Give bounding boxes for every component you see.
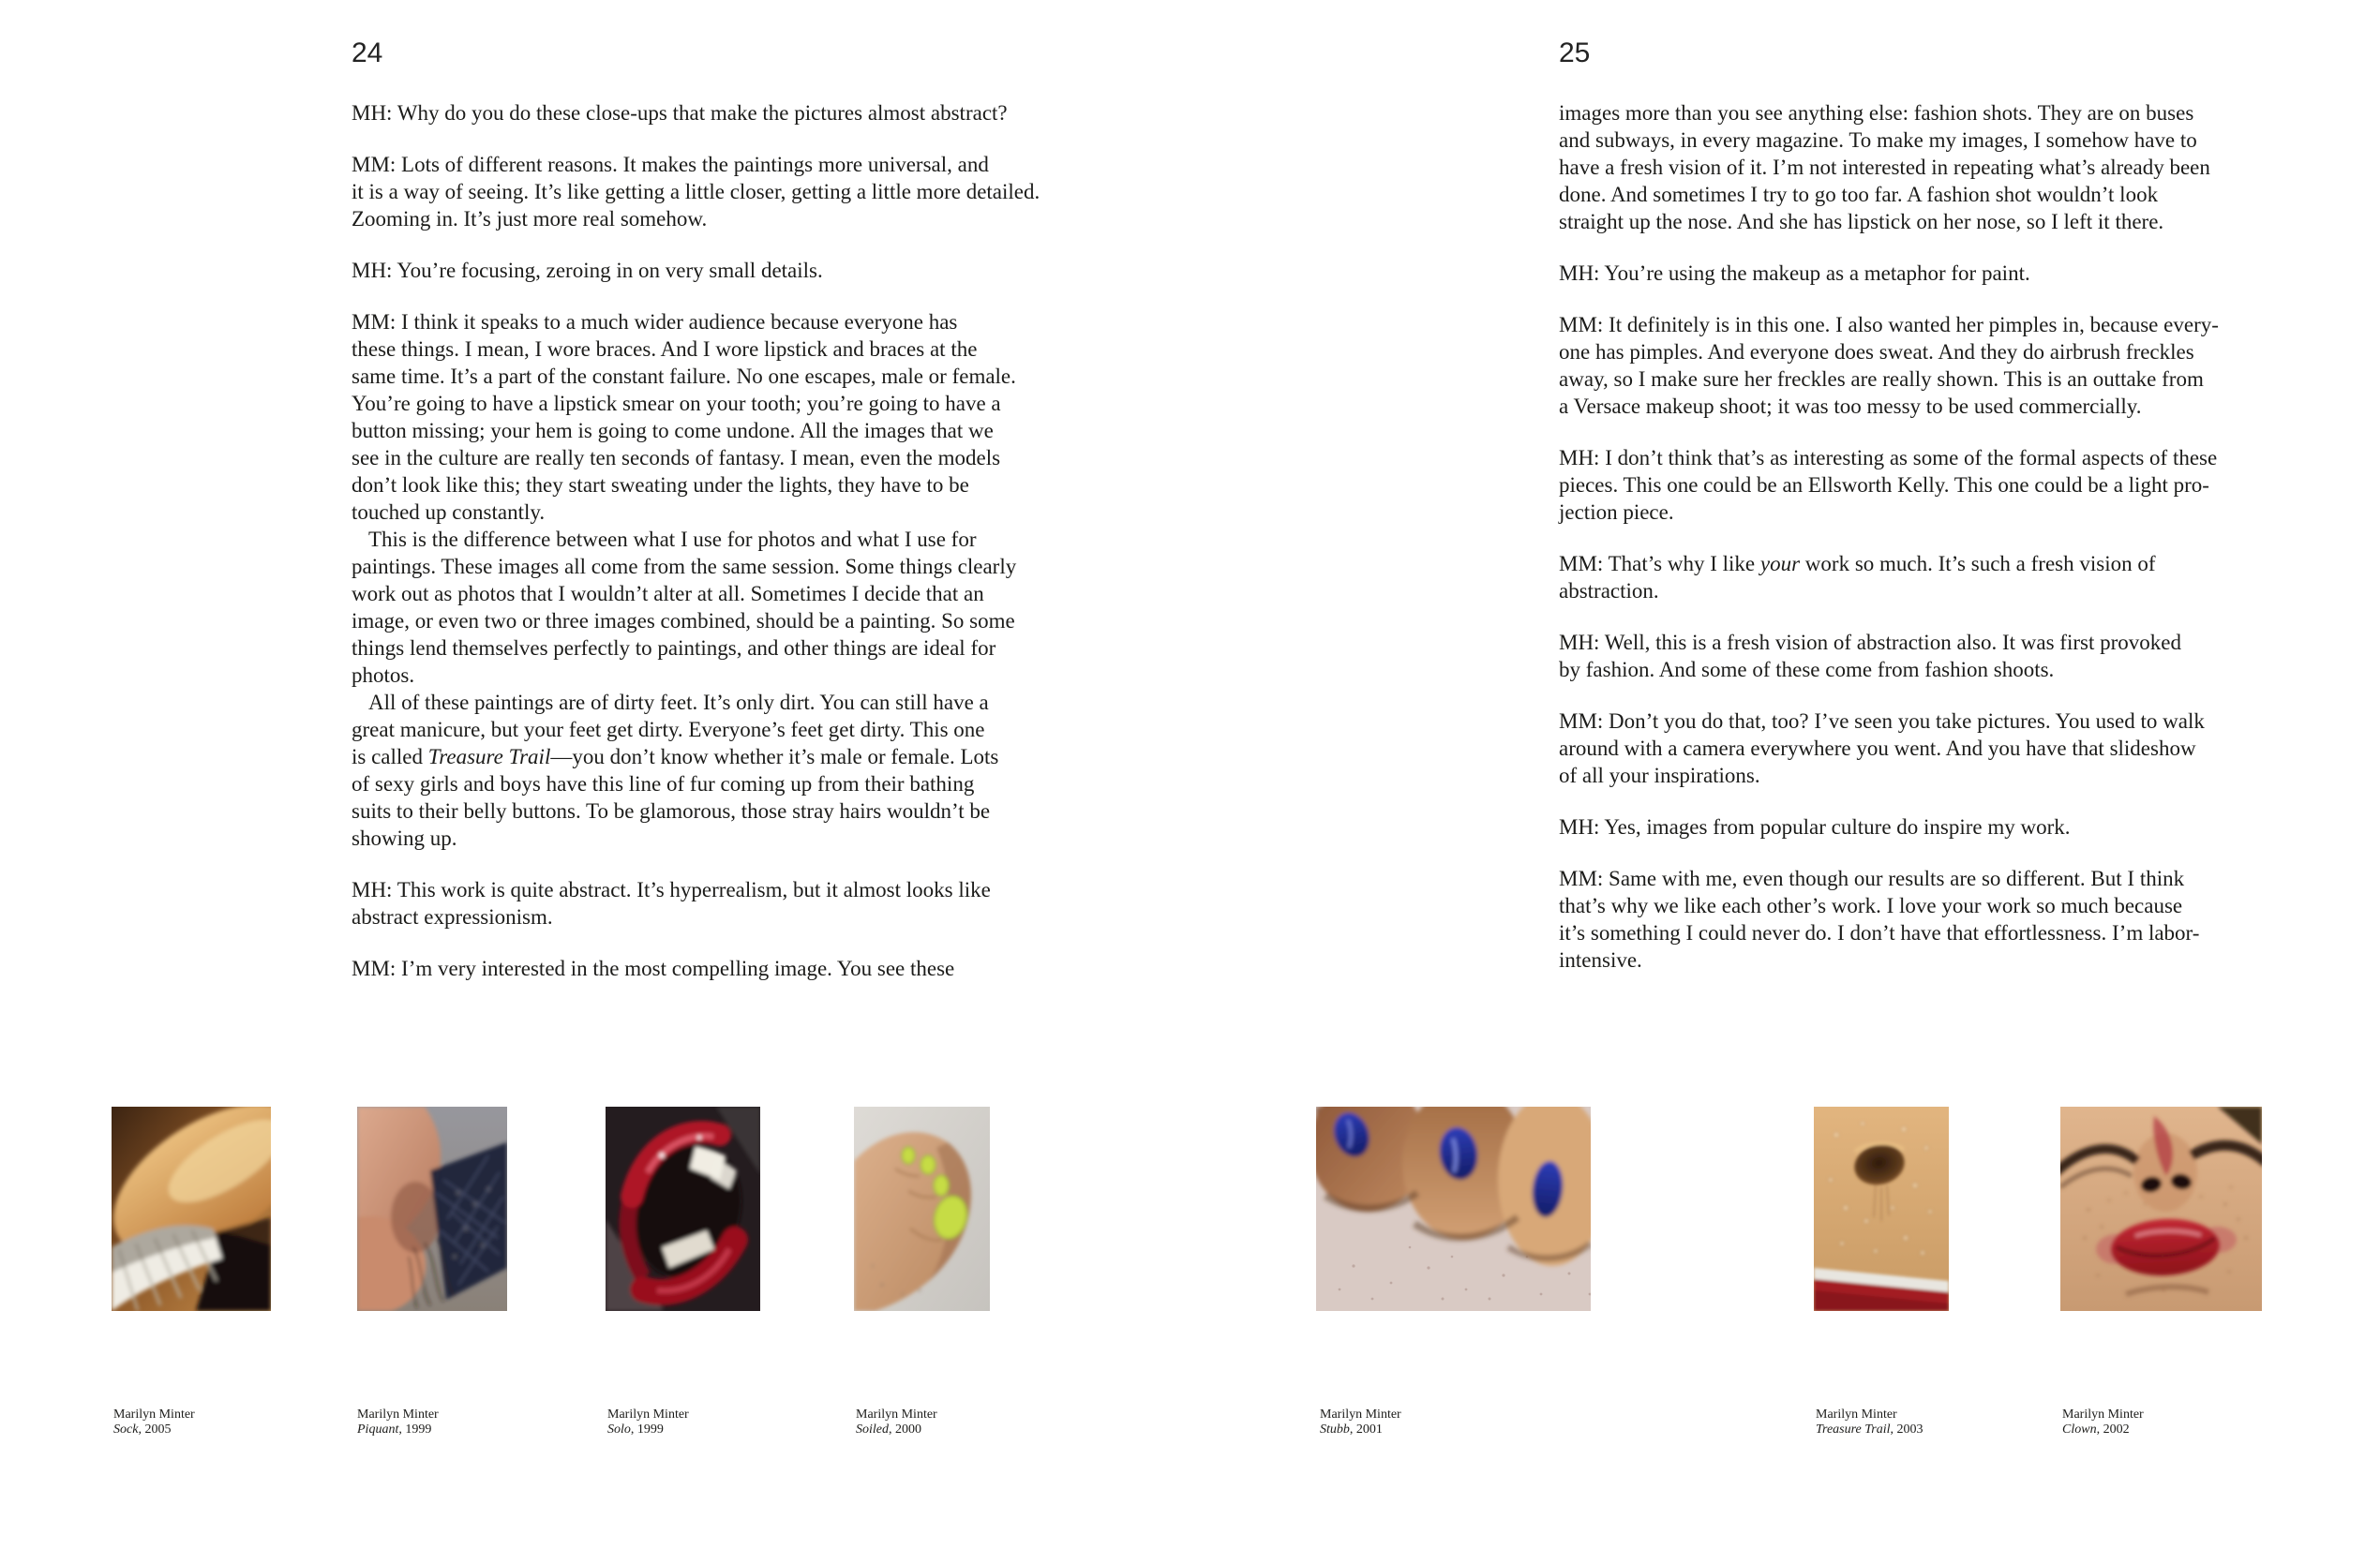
artwork-figure-stubb: [1316, 1107, 1591, 1311]
caption-artist: Marilyn Minter: [1816, 1408, 1897, 1422]
artwork-figure-clown: [2060, 1107, 2262, 1311]
caption-title-year: Piquant, 1999: [357, 1422, 432, 1437]
dialogue-paragraph: MH: You’re using the makeup as a metaphor for paint.: [1559, 261, 2030, 285]
solo-painting-image: [606, 1107, 760, 1311]
caption-artist: Marilyn Minter: [607, 1408, 689, 1422]
artwork-caption: [2062, 1408, 2144, 1437]
interview-column-left: [352, 99, 1130, 982]
caption-artist: Marilyn Minter: [2062, 1408, 2144, 1422]
artwork-figure-piquant: [357, 1107, 507, 1311]
dialogue-paragraph: MH: You’re focusing, zeroing in on very small details.: [352, 259, 823, 282]
clown-painting-image: [2060, 1107, 2262, 1311]
artwork-figure-solo: [606, 1107, 760, 1311]
dialogue-paragraph: MM: That’s why I like your work so much. It’s such a fresh vision of abstraction.: [1559, 552, 2156, 603]
dialogue-paragraph: MM: I’m very interested in the most compelling image. You see these: [352, 957, 955, 980]
sock-painting-image: [112, 1107, 271, 1311]
dialogue-paragraph: MM: It definitely is in this one. I also wanted her pimples in, because every- one has pimples. And everyone does sweat. And they do airbrush freckles away, so I make sure her freckles are really shown. This is an outtake from a Versace makeup shoot; it was too messy to be used commercially.: [1559, 313, 2219, 418]
artwork-figure-sock: [112, 1107, 271, 1311]
caption-artist: Marilyn Minter: [856, 1408, 937, 1422]
artwork-figure-soiled: [854, 1107, 990, 1311]
dialogue-paragraph: MH: Well, this is a fresh vision of abstraction also. It was first provoked by fashion. And some of these come from fashion shoots.: [1559, 631, 2181, 681]
dialogue-paragraph: MH: This work is quite abstract. It’s hyperrealism, but it almost looks like abstract expressionism.: [352, 878, 991, 929]
caption-title-year: Solo, 1999: [607, 1422, 664, 1437]
interview-column-right: [1559, 99, 2337, 974]
soiled-painting-image: [854, 1107, 990, 1311]
dialogue-paragraph: All of these paintings are of dirty feet. It’s only dirt. You can still have a great manicure, but your feet get dirty. Everyone’s feet get dirty. This one is called Treasure Trail—you don’t know whether it’s male or female. Lots of sexy girls and boys have this line of fur coming up from their bathing suits to their belly buttons. To be glamorous, those stray hairs wouldn’t be showing up.: [352, 691, 999, 850]
dialogue-paragraph: This is the difference between what I use for photos and what I use for paintings. These images all come from the same session. Some things clearly work out as photos that I wouldn’t alter at all. Sometimes I decide that an image, or even two or three images combined, should be a painting. So some things lend themselves perfectly to paintings, and other things are ideal for photos.: [352, 528, 1017, 687]
piquant-painting-image: [357, 1107, 507, 1311]
caption-title-year: Soiled, 2000: [856, 1422, 921, 1437]
stubb-painting-image: [1316, 1107, 1591, 1311]
artwork-caption: [113, 1408, 195, 1437]
caption-artist: Marilyn Minter: [357, 1408, 439, 1422]
caption-title-year: Clown, 2002: [2062, 1422, 2130, 1437]
page-number-left: 24: [352, 37, 383, 68]
dialogue-paragraph: MM: Lots of different reasons. It makes the paintings more universal, and it is a way of seeing. It’s like getting a little closer, getting a little more detailed. Zooming in. It’s just more real somehow.: [352, 153, 1040, 231]
dialogue-paragraph: MM: Same with me, even though our results are so different. But I think that’s why we like each other’s work. I love your work so much because it’s something I could never do. I don’t have that effortlessness. I’m labor- intensive.: [1559, 867, 2200, 972]
page-number-right: 25: [1559, 37, 1591, 68]
caption-title-year: Stubb, 2001: [1320, 1422, 1383, 1437]
caption-artist: Marilyn Minter: [1320, 1408, 1401, 1422]
treasure-trail-painting-image: [1814, 1107, 1949, 1311]
artwork-caption: [1320, 1408, 1401, 1437]
caption-artist: Marilyn Minter: [113, 1408, 195, 1422]
dialogue-paragraph: MH: Why do you do these close-ups that make the pictures almost abstract?: [352, 101, 1008, 125]
dialogue-paragraph: MH: Yes, images from popular culture do inspire my work.: [1559, 815, 2071, 839]
caption-title-year: Sock, 2005: [113, 1422, 172, 1437]
artwork-caption: [357, 1408, 439, 1437]
artwork-caption: [607, 1408, 689, 1437]
dialogue-paragraph: MH: I don’t think that’s as interesting as some of the formal aspects of these pieces. This one could be an Ellsworth Kelly. This one could be a light pro- jection piece.: [1559, 446, 2218, 524]
dialogue-paragraph: MM: Don’t you do that, too? I’ve seen you take pictures. You used to walk around with a camera everywhere you went. And you have that slideshow of all your inspirations.: [1559, 709, 2205, 787]
dialogue-paragraph: MM: I think it speaks to a much wider audience because everyone has these things. I mean, I wore braces. And I wore lipstick and braces at the same time. It’s a part of the constant failure. No one escapes, male or female. You’re going to have a lipstick smear on your tooth; you’re going to have a button missing; your hem is going to come undone. All the images that we see in the culture are really ten seconds of fantasy. I mean, even the models don’t look like this; they start sweating under the lights, they have to be touched up constantly.: [352, 310, 1016, 524]
caption-title-year: Treasure Trail, 2003: [1816, 1422, 1923, 1437]
artwork-caption: [856, 1408, 937, 1437]
artwork-caption: [1816, 1408, 1923, 1437]
dialogue-paragraph: images more than you see anything else: fashion shots. They are on buses and subways, in every magazine. To make my images, I somehow have to have a fresh vision of it. I’m not interested in repeating what’s already been done. And sometimes I try to go too far. A fashion shot wouldn’t look straight up the nose. And she has lipstick on her nose, so I left it there.: [1559, 101, 2210, 233]
artwork-figure-treasure-trail: [1814, 1107, 1949, 1311]
